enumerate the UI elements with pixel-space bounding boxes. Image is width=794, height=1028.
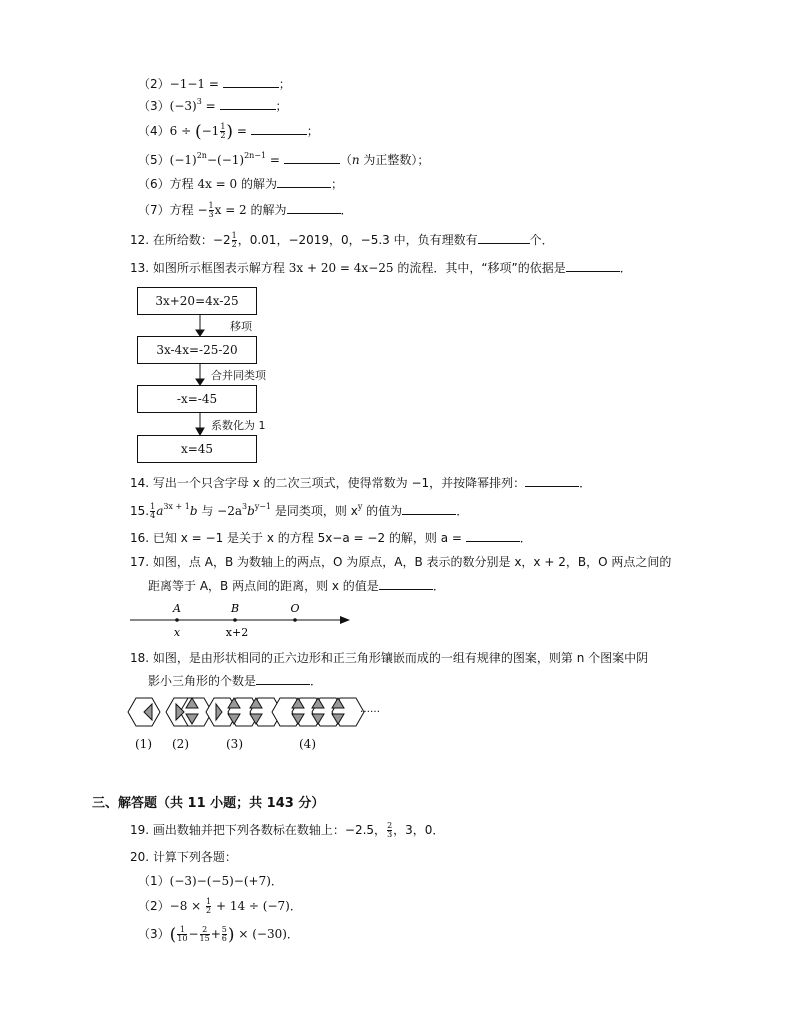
- q20-item-1: （1）(−3)−(−5)−(+7)．: [138, 874, 283, 888]
- question-13: 13. 如图所示框图表示解方程 3x + 20 = 4x−25 的流程．其中，“移项”的依据是 ．: [130, 261, 632, 275]
- q20-item-3: （3）( $\frac{1}{10}$ − $\frac{2}{15}$ + $\frac{5}{6}$ ) × (−30)．: [138, 925, 299, 945]
- flow-box-2: 3x-4x=-25-20: [137, 336, 257, 364]
- point-a-dot: [175, 618, 179, 622]
- q11-item-2: （2）−1−1 = ；: [138, 77, 291, 91]
- point-b-dot: [233, 618, 237, 622]
- answer-blank[interactable]: [251, 123, 307, 135]
- point-o-dot: [293, 618, 297, 622]
- q11-item-3: $(3)(-3)^3$ = ；: [138, 97, 288, 113]
- question-20: 20. 计算下列各题：: [130, 850, 237, 864]
- answer-blank[interactable]: [379, 578, 433, 590]
- pattern-4: [272, 698, 364, 726]
- answer-blank[interactable]: [478, 232, 530, 244]
- section-3-title: 三、解答题（共 11 小题；共 143 分）: [92, 796, 325, 811]
- flow-arrows: [190, 315, 210, 435]
- flow-arrowhead-2: [196, 379, 204, 385]
- point-a-label: A: [173, 602, 181, 615]
- q11-item-7: （7）方程 − $\frac{1}{3}$ x = 2 的解为 ．: [138, 201, 353, 219]
- flow-step-label-1: 移项: [230, 320, 252, 333]
- answer-blank[interactable]: [284, 152, 340, 164]
- question-15: 15. $\frac{1}{4}$ $a^{3x + 1}b$ 与 $-2a^3b^{y-1}$ 是同类项，则 $x^y$ 的值为 ．: [130, 502, 469, 520]
- flow-box-4: x=45: [137, 435, 257, 463]
- answer-blank[interactable]: [466, 530, 520, 542]
- point-b-label: B: [230, 602, 240, 615]
- flow-box-3: -x=-45: [137, 385, 257, 413]
- point-o-label: O: [290, 602, 300, 615]
- question-18-line-1: 18. 如图，是由形状相同的正六边形和正三角形镶嵌而成的一组有规律的图案，则第 n 个图案中阴: [130, 651, 649, 665]
- answer-blank[interactable]: [402, 503, 456, 515]
- flow-step-label-2: 合并同类项: [211, 369, 266, 382]
- point-a-value: x: [173, 626, 181, 639]
- answer-blank[interactable]: [220, 98, 276, 110]
- answer-blank[interactable]: [566, 260, 620, 272]
- answer-blank[interactable]: [223, 76, 279, 88]
- q11-item-4: （4）6 ÷ (−1 $\frac{1}{2}$ ) = ；: [138, 122, 319, 142]
- question-18-line-2: 影小三角形的个数是 ．: [148, 674, 323, 688]
- answer-blank[interactable]: [287, 202, 341, 214]
- answer-blank[interactable]: [277, 176, 331, 188]
- question-17-line-2: 距离等于 A，B 两点间的距离，则 x 的值是 ．: [148, 579, 445, 593]
- question-14: 14. 写出一个只含字母 x 的二次三项式，使得常数为 −1，并按降幂排列： ．: [130, 476, 592, 490]
- flow-arrowhead-3: [196, 428, 204, 435]
- question-16: 16. 已知 x = −1 是关于 x 的方程 5x−a = −2 的解，则 a = ．: [130, 531, 532, 545]
- flow-step-label-3: 系数化为 1: [211, 419, 266, 432]
- pattern-label-2: (2): [172, 737, 189, 751]
- pattern-1: [128, 698, 160, 726]
- q11-item-6: （6）方程 4x = 0 的解为 ；: [138, 177, 344, 191]
- pattern-2: [166, 698, 212, 726]
- flow-arrowhead-1: [196, 330, 204, 336]
- pattern-label-4: (4): [299, 737, 316, 751]
- pattern-3: [206, 698, 282, 726]
- number-line-arrowhead: [340, 616, 350, 624]
- hexagon-pattern-figure: [126, 694, 396, 730]
- answer-blank[interactable]: [525, 475, 579, 487]
- pattern-label-3: (3): [226, 737, 243, 751]
- question-12: 12. 在所给数：−2 $\frac{1}{2}$ ，0.01，−2019，0，−5.3 中，负有理数有 个．: [130, 231, 554, 249]
- q20-item-2: （2）−8 × $\frac{1}{2}$ + 14 ÷ (−7)．: [138, 897, 302, 915]
- number-line: [128, 598, 358, 642]
- question-17-line-1: 17. 如图，点 A，B 为数轴上的两点，O 为原点，A，B 表示的数分别是 x，x + 2，B，O 两点之间的: [130, 555, 672, 569]
- question-19: 19. 画出数轴并把下列各数标在数轴上：−2.5， $\frac{2}{3}$ ，3，0．: [130, 821, 445, 839]
- pattern-label-1: (1): [135, 737, 152, 751]
- q11-item-5: $(5)(-1)^{2n}-(-1)^{2n-1} = (n$ 为正整数）；: [138, 151, 430, 167]
- pattern-ellipsis: ……: [360, 704, 380, 715]
- point-b-value: x+2: [225, 626, 249, 639]
- flow-box-1: 3x+20=4x-25: [137, 287, 257, 315]
- answer-blank[interactable]: [256, 673, 310, 685]
